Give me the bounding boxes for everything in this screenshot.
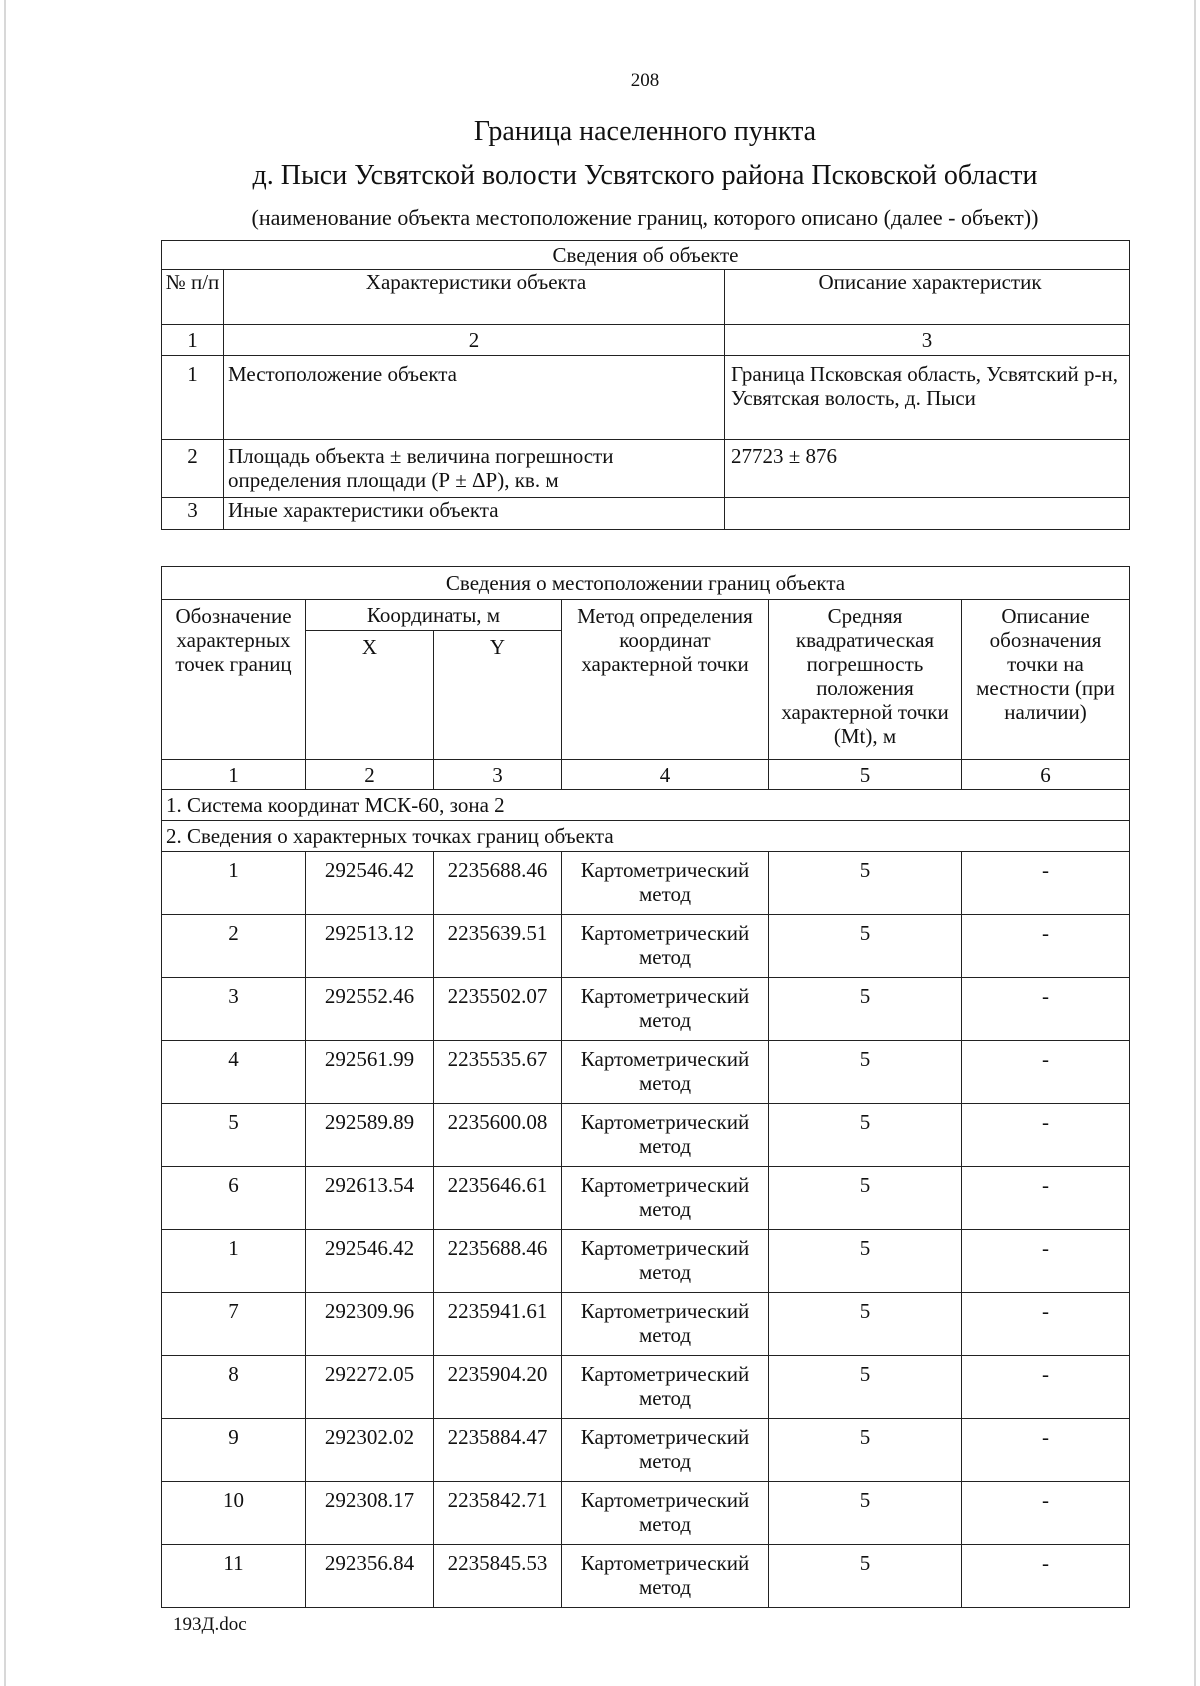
point-description: - [962, 852, 1130, 915]
scan-edge-left [4, 0, 6, 1686]
point-method: Картометрический метод [562, 915, 769, 978]
row-characteristic: Местоположение объекта [224, 356, 725, 440]
point-x: 292272.05 [306, 1356, 434, 1419]
row-value: Граница Псковская область, Усвятский р-н, Усвятская волость, д. Пыси [725, 356, 1130, 440]
point-method: Картометрический метод [562, 1167, 769, 1230]
table-row [162, 440, 1130, 498]
scan-edge-right [1194, 0, 1196, 1686]
point-number: 11 [162, 1545, 306, 1608]
point-x: 292613.54 [306, 1167, 434, 1230]
point-y: 2235904.20 [434, 1356, 562, 1419]
coordinate-system-row: 1. Система координат МСК-60, зона 2 [162, 790, 1130, 821]
point-mean-error: 5 [769, 1104, 962, 1167]
point-y: 2235941.61 [434, 1293, 562, 1356]
point-mean-error: 5 [769, 1545, 962, 1608]
point-y: 2235884.47 [434, 1419, 562, 1482]
point-number: 7 [162, 1293, 306, 1356]
row-number: 3 [162, 498, 224, 530]
point-mean-error: 5 [769, 1167, 962, 1230]
point-mean-error: 5 [769, 978, 962, 1041]
header-point-description: Описание обозначения точки на местности (при наличии) [962, 600, 1130, 760]
table-row [162, 498, 1130, 530]
point-y: 2235646.61 [434, 1167, 562, 1230]
point-description: - [962, 1167, 1130, 1230]
point-x: 292589.89 [306, 1104, 434, 1167]
point-description: - [962, 1230, 1130, 1293]
point-number: 9 [162, 1419, 306, 1482]
footer-filename: 193Д.doc [173, 1614, 247, 1635]
point-x: 292356.84 [306, 1545, 434, 1608]
table-row [162, 1167, 1130, 1230]
point-method: Картометрический метод [562, 1545, 769, 1608]
row-characteristic: Площадь объекта ± величина погрешности определения площади (Р ± ΔР), кв. м [224, 440, 725, 498]
point-method: Картометрический метод [562, 1482, 769, 1545]
col-number: 4 [562, 760, 769, 790]
object-table-caption: Сведения об объекте [162, 241, 1130, 270]
table-row [162, 1356, 1130, 1419]
point-y: 2235600.08 [434, 1104, 562, 1167]
point-mean-error: 5 [769, 1356, 962, 1419]
col-number: 3 [434, 760, 562, 790]
point-number: 6 [162, 1167, 306, 1230]
point-x: 292308.17 [306, 1482, 434, 1545]
point-x: 292561.99 [306, 1041, 434, 1104]
row-characteristic: Иные характеристики объекта [224, 498, 725, 530]
point-y: 2235845.53 [434, 1545, 562, 1608]
point-mean-error: 5 [769, 1041, 962, 1104]
point-mean-error: 5 [769, 852, 962, 915]
table-row [162, 852, 1130, 915]
point-y: 2235502.07 [434, 978, 562, 1041]
point-y: 2235842.71 [434, 1482, 562, 1545]
point-number: 1 [162, 1230, 306, 1293]
boundary-table-caption: Сведения о местоположении границ объекта [162, 567, 1130, 600]
row-number: 2 [162, 440, 224, 498]
table-row [162, 1293, 1130, 1356]
table-row [162, 1230, 1130, 1293]
header-description: Описание характеристик [725, 270, 1130, 325]
point-x: 292546.42 [306, 852, 434, 915]
point-mean-error: 5 [769, 1419, 962, 1482]
table-row [162, 1545, 1130, 1608]
header-point-designation: Обозначение характерных точек границ [162, 600, 306, 760]
table-row [162, 978, 1130, 1041]
point-description: - [962, 1482, 1130, 1545]
header-y: Y [434, 631, 562, 760]
point-method: Картометрический метод [562, 852, 769, 915]
point-method: Картометрический метод [562, 1104, 769, 1167]
document-subtitle: (наименование объекта местоположение границ, которого описано (далее - объект)) [251, 205, 1039, 230]
col-number: 3 [725, 325, 1130, 356]
header-x: X [306, 631, 434, 760]
header-coordinates: Координаты, м [306, 600, 562, 631]
point-number: 2 [162, 915, 306, 978]
points-body [162, 852, 1130, 1608]
point-mean-error: 5 [769, 1230, 962, 1293]
point-x: 292302.02 [306, 1419, 434, 1482]
point-x: 292546.42 [306, 1230, 434, 1293]
point-number: 8 [162, 1356, 306, 1419]
object-info-table [161, 240, 1130, 530]
point-description: - [962, 915, 1130, 978]
point-method: Картометрический метод [562, 1293, 769, 1356]
point-method: Картометрический метод [562, 1419, 769, 1482]
table-row [162, 1104, 1130, 1167]
point-mean-error: 5 [769, 915, 962, 978]
header-method: Метод определения координат характерной точки [562, 600, 769, 760]
col-number: 5 [769, 760, 962, 790]
point-number: 10 [162, 1482, 306, 1545]
header-characteristic: Характеристики объекта [224, 270, 725, 325]
table-row [162, 1419, 1130, 1482]
table-row [162, 1041, 1130, 1104]
point-description: - [962, 1356, 1130, 1419]
table-row [162, 1482, 1130, 1545]
point-description: - [962, 1104, 1130, 1167]
point-mean-error: 5 [769, 1293, 962, 1356]
point-method: Картометрический метод [562, 1230, 769, 1293]
col-number: 1 [162, 760, 306, 790]
point-description: - [962, 1545, 1130, 1608]
point-x: 292309.96 [306, 1293, 434, 1356]
point-y: 2235639.51 [434, 915, 562, 978]
row-number: 1 [162, 356, 224, 440]
col-number: 1 [162, 325, 224, 356]
point-method: Картометрический метод [562, 1356, 769, 1419]
point-method: Картометрический метод [562, 978, 769, 1041]
document-title-location: д. Пыси Усвятской волости Усвятского района Псковской области [252, 160, 1038, 191]
row-value [725, 498, 1130, 530]
point-description: - [962, 1419, 1130, 1482]
header-mean-error: Средняя квадратическая погрешность положения характерной точки (Mt), м [769, 600, 962, 760]
point-description: - [962, 1293, 1130, 1356]
point-x: 292513.12 [306, 915, 434, 978]
row-value: 27723 ± 876 [725, 440, 1130, 498]
document-title: Граница населенного пункта [473, 116, 817, 147]
point-mean-error: 5 [769, 1482, 962, 1545]
point-x: 292552.46 [306, 978, 434, 1041]
point-y: 2235688.46 [434, 1230, 562, 1293]
col-number: 6 [962, 760, 1130, 790]
points-section-row: 2. Сведения о характерных точках границ объекта [162, 821, 1130, 852]
point-method: Картометрический метод [562, 1041, 769, 1104]
col-number: 2 [224, 325, 725, 356]
col-number: 2 [306, 760, 434, 790]
boundary-table [161, 566, 1130, 1608]
point-description: - [962, 1041, 1130, 1104]
point-description: - [962, 978, 1130, 1041]
point-number: 5 [162, 1104, 306, 1167]
point-number: 4 [162, 1041, 306, 1104]
table-row [162, 356, 1130, 440]
point-number: 1 [162, 852, 306, 915]
header-number: № п/п [162, 270, 224, 325]
point-y: 2235688.46 [434, 852, 562, 915]
table-row [162, 915, 1130, 978]
point-number: 3 [162, 978, 306, 1041]
point-y: 2235535.67 [434, 1041, 562, 1104]
page-number: 208 [630, 70, 660, 91]
